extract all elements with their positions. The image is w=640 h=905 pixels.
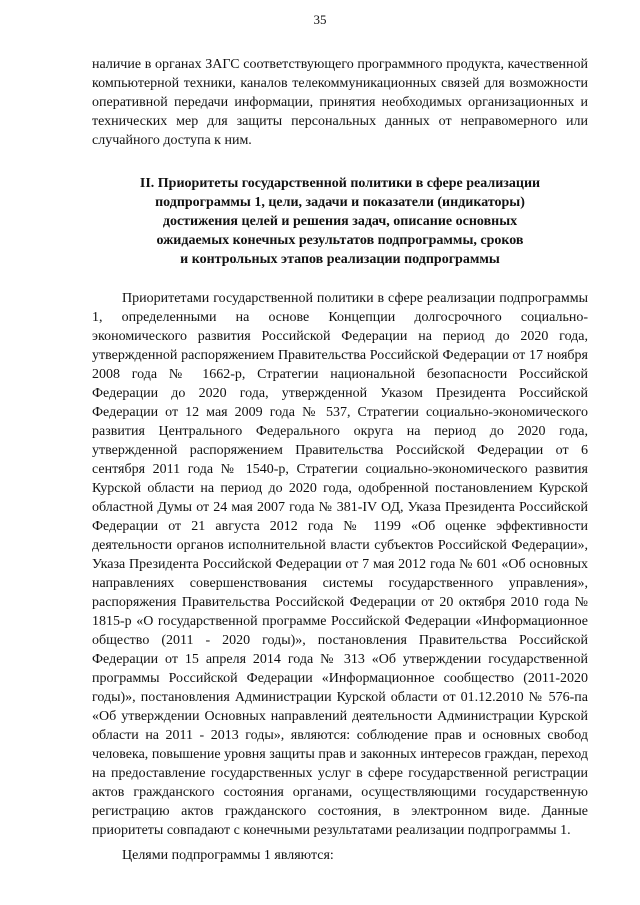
section-heading-line: ожидаемых конечных результатов подпрограммы, сроков [156,233,524,248]
goals-intro: Целями подпрограммы 1 являются: [122,848,334,863]
section-heading-line: подпрограммы 1, цели, задачи и показатели (индикаторы) [155,195,525,210]
section-heading-line: и контрольных этапов реализации подпрограммы [180,252,500,267]
section-heading-line: II. Приоритеты государственной политики в сфере реализации [139,176,541,191]
section-heading-line: достижения целей и решения задач, описание основных [162,214,518,229]
section-heading [92,174,588,269]
intro-paragraph: наличие в органах ЗАГС соответствующего программного продукта, качественной компьютерной техники, каналов телекоммуникационных связей для возможности оперативной передачи информации, принятия необходимых организационных и технических мер для защиты персональных данных от неправомерного или случайного доступа к ним. [92,57,588,148]
page-number: 35 [313,12,327,27]
document-body [92,55,588,865]
main-paragraph: Приоритетами государственной политики в сфере реализации подпрограммы 1, определенными на основе Концепции долгосрочного социально-экономического развития Российской Федерации на период до 2020 года, утвержденной распоряжением Правительства Российской Федерации от 17 ноября 2008 года № 1662-р, Стратегии национальной безопасности Российской Федерации до 2020 года, утвержденной Указом Президента Российской Федерации от 12 мая 2009 года № 537, Стратегии социально-экономического развития Центрального Федерального округа на период до 2020 года, утвержденной распоряжением Правительства Российской Федерации от 6 сентября 2011 года № 1540-р, Стратегии социально-экономического развития Курской области на период до 2020 года, одобренной постановлением Курской областной Думы от 24 мая 2007 года № 381-IV ОД, Указа Президента Российской Федерации от 21 августа 2012 года № 1199 «Об оценке эффективности деятельности органов исполнительной власти субъектов Российской Федерации», Указа Президента Российской Федерации от 7 мая 2012 года № 601 «Об основных направлениях совершенствования системы государственного управления», распоряжения Правительства Российской Федерации от 20 октября 2010 года № 1815-р «О государственной программе Российской Федерации «Информационное общество (2011 - 2020 годы)», постановления Правительства Российской Федерации от 15 апреля 2014 года № 313 «Об утверждении государственной программы Российской Федерации «Информационное сообщество (2011-2020 годы)», постановления Администрации Курской области от 01.12.2010 № 576-па «Об утверждении Основных направлений деятельности Администрации Курской области на 2011 - 2013 годы», являются: соблюдение прав и основных свобод человека, повышение уровня защиты прав и законных интересов граждан, переход на предоставление государственных услуг в сфере государственной регистрации актов гражданского состояния органами, осуществляющими государственную регистрацию актов гражданского состояния, в электронном виде. Данные приоритеты совпадают с конечными результатами реализации подпрограммы 1. [92,291,588,838]
